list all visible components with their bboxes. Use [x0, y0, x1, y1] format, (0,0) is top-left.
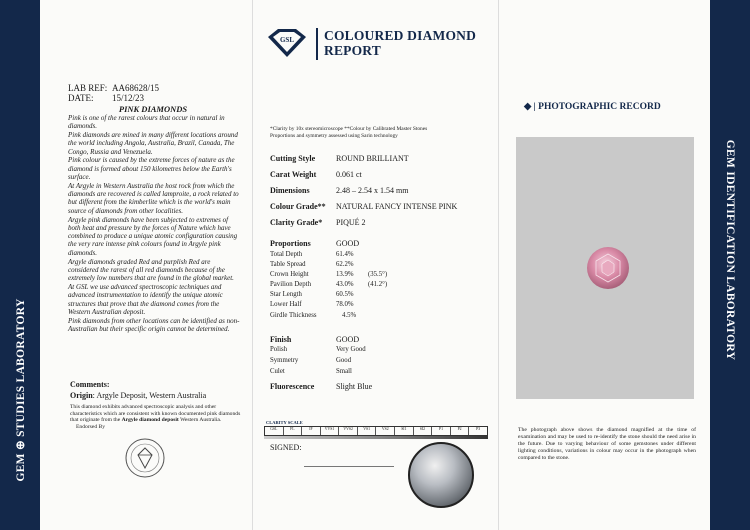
proportion-label: Total Depth — [270, 251, 303, 258]
lab-ref — [68, 83, 159, 93]
grading-method-note — [270, 126, 486, 140]
title-divider — [316, 28, 318, 60]
logo-text: GSL — [279, 36, 295, 44]
proportion-label: Girdle Thickness — [270, 312, 317, 319]
finish-value: GOOD — [336, 335, 360, 344]
fluorescence-value: Slight Blue — [336, 382, 373, 391]
left-strip-text: GEM ⊕ STUDIES LABORATORY — [15, 298, 27, 482]
report-title-line1: COLOURED DIAMOND — [324, 28, 477, 43]
note-bold: Argyle diamond deposit — [121, 417, 179, 424]
hologram-seal-icon — [408, 442, 474, 508]
clarity-scale-label: CLARITY SCALE — [266, 420, 303, 425]
finish-detail-value: Very Good — [336, 346, 366, 353]
fluorescence-label: Fluorescence — [270, 382, 315, 391]
proportion-label: Table Spread — [270, 261, 306, 268]
proportions-label: Proportions — [270, 239, 311, 248]
clarity-grade: GSL — [265, 427, 284, 435]
grading-label: Dimensions — [270, 186, 310, 195]
clarity-grade: P1 — [432, 427, 451, 435]
pink-diamonds-heading: PINK DIAMONDS — [118, 104, 188, 114]
pink-paragraph: Pink diamonds from other locations can be identified as non-Australian but their specific origin cannot be determined. — [68, 316, 240, 333]
proportion-value: 13.9% — [336, 271, 354, 278]
finish-label: Finish — [270, 335, 292, 344]
proportions-value: GOOD — [336, 239, 360, 248]
right-strip-text: GEM IDENTIFICATION LABORATORY — [724, 139, 736, 361]
photo-title-text: PHOTOGRAPHIC RECORD — [538, 102, 661, 112]
proportion-value: 43.0% — [336, 281, 354, 288]
pink-paragraph: Argyle pink diamonds have been subjected to extremes of both heat and pressure by the forces of Nature which have combined to produce a unique atomic configuration causing the very rare intense pink colours found in Argyle pink diamonds. — [68, 215, 238, 257]
finish-detail-label: Culet — [270, 368, 285, 375]
proportion-label: Crown Height — [270, 271, 309, 278]
pink-paragraph: At Argyle in Western Australia the host rock from which the diamonds are recovered is called lamproite, a rock related to but different from the kimberlite which is the world's main source of diamonds from other localities. — [68, 181, 239, 215]
clarity-grade: VVS1 — [321, 427, 340, 435]
date-label: DATE: — [68, 93, 94, 103]
clarity-grade: VS2 — [376, 427, 395, 435]
finish-detail-value: Good — [336, 357, 352, 364]
pink-paragraph: Pink colour is caused by the extreme forces of nature as the diamond is formed about 150 kilometres below the Earth's surface. — [68, 156, 235, 182]
proportion-value: 78.0% — [336, 301, 354, 308]
origin-note — [70, 404, 242, 430]
report-title — [324, 28, 476, 58]
origin-line — [70, 391, 206, 400]
note-end: Western Australia. — [178, 417, 222, 424]
clarity-grade: P2 — [451, 427, 470, 435]
proportion-angle: (41.2°) — [368, 281, 388, 288]
photographic-record-heading — [524, 101, 661, 112]
gsl-logo-icon — [264, 27, 310, 59]
grading-value: ROUND BRILLIANT — [336, 154, 409, 163]
proportion-angle: (35.5°) — [368, 271, 388, 278]
proportion-value: 4.5% — [342, 312, 357, 319]
grading-label: Cutting Style — [270, 154, 316, 163]
finish-detail-label: Polish — [270, 346, 287, 353]
lab-ref-label: LAB REF: — [68, 83, 108, 93]
clarity-grade: VVS2 — [339, 427, 358, 435]
grading-value: NATURAL FANCY INTENSE PINK — [336, 202, 458, 211]
clarity-scale — [264, 426, 488, 436]
diamond-icon: ◆ | — [524, 102, 539, 112]
grading-label: Clarity Grade* — [270, 218, 323, 227]
pink-paragraph: Pink is one of the rarest colours that occur in natural in diamonds. — [68, 114, 225, 131]
grading-value: PIQUÉ 2 — [336, 218, 366, 227]
endorsement-seal-icon — [123, 436, 173, 480]
finish-detail-value: Small — [336, 368, 352, 375]
report-date — [68, 93, 144, 103]
right-lab-strip — [710, 0, 750, 530]
diamond-photo-icon — [585, 245, 631, 291]
method-note-line1: *Clarity by 10x stereomicroscope **Colour by Calibrated Master Stones — [270, 126, 428, 132]
grading-label: Carat Weight — [270, 170, 317, 179]
clarity-grade: VS1 — [358, 427, 377, 435]
finish-detail-label: Symmetry — [270, 357, 299, 364]
clarity-grade: SI1 — [395, 427, 414, 435]
report-title-line2: REPORT — [324, 43, 381, 58]
grading-value: 2.48 – 2.54 x 1.54 mm — [336, 186, 409, 195]
proportion-label: Star Length — [270, 291, 302, 298]
left-lab-strip — [0, 0, 40, 530]
proportion-value: 60.5% — [336, 291, 354, 298]
clarity-grade: SI2 — [414, 427, 433, 435]
endorsed-label: Endorsed By — [76, 423, 106, 430]
comments-heading: Comments: — [70, 380, 110, 389]
proportion-label: Lower Half — [270, 301, 302, 308]
signed-label: SIGNED: — [270, 443, 302, 452]
proportion-value: 62.2% — [336, 261, 354, 268]
clarity-scale-gradient — [264, 436, 488, 439]
photo-caption: The photograph above shows the diamond magnified at the time of examination and may be used to re-identify the stone should the need arise in the future. Due to varying behaviour of some gemstones under different lighting conditions, variations in colour may occur in the photograph when compared to the stone. — [518, 427, 696, 461]
clarity-grade: P3 — [476, 427, 481, 431]
pink-paragraph: At GSL we use advanced spectroscopic techniques and advanced instrumentation to identify the unique atomic structures that prove that the diamond comes from the Western Australian deposit. — [68, 282, 223, 316]
method-note-line2: Proportions and symmetry assessed using Sarin technology — [270, 133, 398, 139]
lab-ref-value: AA68628/15 — [112, 83, 159, 93]
pink-paragraph: Argyle diamonds graded Red and purplish Red are considered the rarest of all red diamonds because of the extremely low numbers that are found in the global market. — [68, 257, 234, 283]
pink-diamonds-text — [68, 114, 240, 334]
clarity-grade: FL — [284, 427, 303, 435]
proportion-value: 61.4% — [336, 251, 354, 258]
clarity-grade: IF — [302, 427, 321, 435]
grading-label: Colour Grade** — [270, 202, 326, 211]
pink-paragraph: Pink diamonds are mined in many different locations around the world including Angola, Australia, Brazil, Canada, The Congo, Russia and Venezuela. — [68, 131, 238, 156]
signature-line — [304, 466, 394, 467]
grading-value: 0.061 ct — [336, 170, 362, 179]
origin-value: : Argyle Deposit, Western Australia — [92, 391, 207, 400]
proportion-label: Pavilion Depth — [270, 281, 311, 288]
date-value: 15/12/23 — [112, 93, 145, 103]
note-start: This diamond exhibits advanced spectroscopic analysis and other characteristics which are consistent with known documented pink diamonds that originate from the — [70, 404, 241, 424]
origin-label: Origin — [70, 391, 93, 400]
